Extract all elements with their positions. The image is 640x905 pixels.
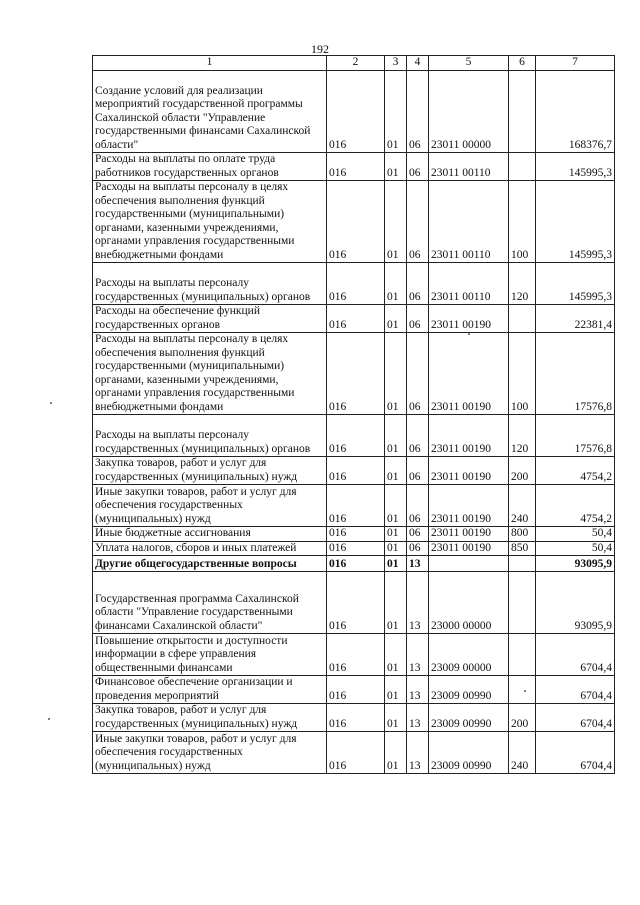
- row-section: 01: [385, 676, 407, 704]
- row-name: Закупка товаров, работ и услуг для государственных (муниципальных) нужд: [93, 457, 327, 485]
- row-target-article: 23011 00190: [429, 305, 509, 333]
- row-subsection: 13: [407, 572, 429, 634]
- row-expense-type: 120: [509, 263, 536, 305]
- row-section: 01: [385, 634, 407, 676]
- row-expense-type: 240: [509, 485, 536, 527]
- row-name: Расходы на выплаты персоналу в целях обеспечения выполнения функций государственными (муниципальными) органами, казенными учреждениями, органами управления государственными внебюджетными фондами: [93, 333, 327, 415]
- row-target-article: 23011 00190: [429, 527, 509, 542]
- row-target-article: 23011 00110: [429, 181, 509, 263]
- row-admin-code: 016: [327, 415, 385, 457]
- row-section: 01: [385, 457, 407, 485]
- row-admin-code: 016: [327, 71, 385, 153]
- table-row: [93, 527, 615, 542]
- row-amount: 145995,3: [536, 153, 615, 181]
- row-amount: 4754,2: [536, 485, 615, 527]
- table-row: [93, 485, 615, 527]
- row-admin-code: 016: [327, 181, 385, 263]
- row-amount: 50,4: [536, 527, 615, 542]
- col-header-3: 3: [385, 56, 407, 71]
- scan-speck: [50, 402, 52, 404]
- table-row: [93, 71, 615, 153]
- scan-speck: [468, 333, 470, 335]
- row-admin-code: 016: [327, 457, 385, 485]
- scan-speck: [524, 690, 526, 692]
- row-expense-type: 850: [509, 541, 536, 556]
- table-row: [93, 263, 615, 305]
- row-subsection: 06: [407, 415, 429, 457]
- row-subsection: 06: [407, 181, 429, 263]
- row-name: Финансовое обеспечение организации и проведения мероприятий: [93, 676, 327, 704]
- row-admin-code: 016: [327, 527, 385, 542]
- col-header-1: 1: [93, 56, 327, 71]
- table-row: [93, 634, 615, 676]
- row-amount: 6704,4: [536, 732, 615, 774]
- row-expense-type: 800: [509, 527, 536, 542]
- row-section: 01: [385, 333, 407, 415]
- row-name: Расходы на выплаты персоналу государственных (муниципальных) органов: [93, 263, 327, 305]
- col-header-7: 7: [536, 56, 615, 71]
- row-subsection: 13: [407, 732, 429, 774]
- row-amount: 168376,7: [536, 71, 615, 153]
- page-number: 192: [311, 42, 329, 56]
- row-subsection: 06: [407, 71, 429, 153]
- table-row: [93, 732, 615, 774]
- row-admin-code: 016: [327, 572, 385, 634]
- row-target-article: 23011 00110: [429, 263, 509, 305]
- row-target-article: 23009 00000: [429, 634, 509, 676]
- row-section: 01: [385, 153, 407, 181]
- row-name: Расходы на обеспечение функций государственных органов: [93, 305, 327, 333]
- row-name: Закупка товаров, работ и услуг для государственных (муниципальных) нужд: [93, 704, 327, 732]
- row-name: Иные закупки товаров, работ и услуг для обеспечения государственных (муниципальных) нужд: [93, 485, 327, 527]
- row-target-article: 23011 00000: [429, 71, 509, 153]
- row-subsection: 06: [407, 457, 429, 485]
- row-admin-code: 016: [327, 263, 385, 305]
- row-section: 01: [385, 556, 407, 572]
- row-name: Государственная программа Сахалинской области "Управление государственными финансами Сахалинской области": [93, 572, 327, 634]
- row-subsection: 06: [407, 153, 429, 181]
- table-row: [93, 333, 615, 415]
- budget-table: [92, 55, 615, 774]
- row-target-article: 23009 00990: [429, 676, 509, 704]
- row-target-article: 23011 00110: [429, 153, 509, 181]
- row-expense-type: 120: [509, 415, 536, 457]
- row-subsection: 13: [407, 676, 429, 704]
- row-name: Повышение открытости и доступности информации в сфере управления общественными финансами: [93, 634, 327, 676]
- row-amount: 4754,2: [536, 457, 615, 485]
- row-name: Иные закупки товаров, работ и услуг для обеспечения государственных (муниципальных) нужд: [93, 732, 327, 774]
- row-target-article: 23000 00000: [429, 572, 509, 634]
- col-header-2: 2: [327, 56, 385, 71]
- row-expense-type: [509, 71, 536, 153]
- row-subsection: 13: [407, 634, 429, 676]
- row-expense-type: 240: [509, 732, 536, 774]
- row-subsection: 06: [407, 263, 429, 305]
- col-header-6: 6: [509, 56, 536, 71]
- row-name: Расходы на выплаты персоналу в целях обеспечения выполнения функций государственными (муниципальными) органами, казенными учреждениями, органами управления государственными внебюджетными фондами: [93, 181, 327, 263]
- row-subsection: 13: [407, 704, 429, 732]
- row-name: Расходы на выплаты по оплате труда работников государственных органов: [93, 153, 327, 181]
- row-expense-type: [509, 634, 536, 676]
- row-amount: 17576,8: [536, 333, 615, 415]
- table-row: [93, 153, 615, 181]
- row-expense-type: [509, 305, 536, 333]
- row-section: 01: [385, 527, 407, 542]
- row-admin-code: 016: [327, 333, 385, 415]
- row-admin-code: 016: [327, 634, 385, 676]
- row-section: 01: [385, 305, 407, 333]
- row-expense-type: 200: [509, 457, 536, 485]
- row-expense-type: [509, 556, 536, 572]
- row-target-article: 23011 00190: [429, 485, 509, 527]
- row-subsection: 06: [407, 305, 429, 333]
- table-row: [93, 704, 615, 732]
- row-amount: 17576,8: [536, 415, 615, 457]
- row-target-article: 23011 00190: [429, 333, 509, 415]
- row-subsection: 06: [407, 541, 429, 556]
- row-expense-type: [509, 676, 536, 704]
- row-section: 01: [385, 415, 407, 457]
- row-target-article: 23009 00990: [429, 732, 509, 774]
- header-row: [93, 56, 615, 71]
- row-expense-type: 100: [509, 333, 536, 415]
- table-row: [93, 457, 615, 485]
- table-row: [93, 572, 615, 634]
- row-admin-code: 016: [327, 153, 385, 181]
- row-section: 01: [385, 541, 407, 556]
- table-row: [93, 305, 615, 333]
- row-subsection: 13: [407, 556, 429, 572]
- row-subsection: 06: [407, 485, 429, 527]
- table-row: [93, 676, 615, 704]
- row-target-article: 23009 00990: [429, 704, 509, 732]
- row-admin-code: 016: [327, 305, 385, 333]
- row-amount: 145995,3: [536, 263, 615, 305]
- table-row: [93, 415, 615, 457]
- row-target-article: 23011 00190: [429, 415, 509, 457]
- row-section: 01: [385, 704, 407, 732]
- row-admin-code: 016: [327, 541, 385, 556]
- col-header-5: 5: [429, 56, 509, 71]
- row-subsection: 06: [407, 527, 429, 542]
- row-amount: 6704,4: [536, 676, 615, 704]
- scan-speck: [48, 718, 50, 720]
- row-amount: 6704,4: [536, 634, 615, 676]
- row-amount: 93095,9: [536, 556, 615, 572]
- table-row: [93, 556, 615, 572]
- row-name: Расходы на выплаты персоналу государственных (муниципальных) органов: [93, 415, 327, 457]
- row-subsection: 06: [407, 333, 429, 415]
- row-section: 01: [385, 263, 407, 305]
- row-amount: 50,4: [536, 541, 615, 556]
- row-target-article: 23011 00190: [429, 541, 509, 556]
- table-row: [93, 181, 615, 263]
- row-section: 01: [385, 732, 407, 774]
- row-expense-type: [509, 572, 536, 634]
- row-section: 01: [385, 71, 407, 153]
- table-row: [93, 541, 615, 556]
- row-target-article: 23011 00190: [429, 457, 509, 485]
- row-admin-code: 016: [327, 556, 385, 572]
- row-name: Другие общегосударственные вопросы: [93, 556, 327, 572]
- row-amount: 145995,3: [536, 181, 615, 263]
- row-name: Создание условий для реализации мероприятий государственной программы Сахалинской области "Управление государственными финансами Сахалинской области": [93, 71, 327, 153]
- col-header-4: 4: [407, 56, 429, 71]
- row-amount: 93095,9: [536, 572, 615, 634]
- row-section: 01: [385, 485, 407, 527]
- row-expense-type: [509, 153, 536, 181]
- row-target-article: [429, 556, 509, 572]
- row-name: Иные бюджетные ассигнования: [93, 527, 327, 542]
- row-admin-code: 016: [327, 704, 385, 732]
- row-admin-code: 016: [327, 732, 385, 774]
- row-amount: 6704,4: [536, 704, 615, 732]
- row-admin-code: 016: [327, 485, 385, 527]
- row-amount: 22381,4: [536, 305, 615, 333]
- row-expense-type: 100: [509, 181, 536, 263]
- row-section: 01: [385, 181, 407, 263]
- row-name: Уплата налогов, сборов и иных платежей: [93, 541, 327, 556]
- row-section: 01: [385, 572, 407, 634]
- row-admin-code: 016: [327, 676, 385, 704]
- row-expense-type: 200: [509, 704, 536, 732]
